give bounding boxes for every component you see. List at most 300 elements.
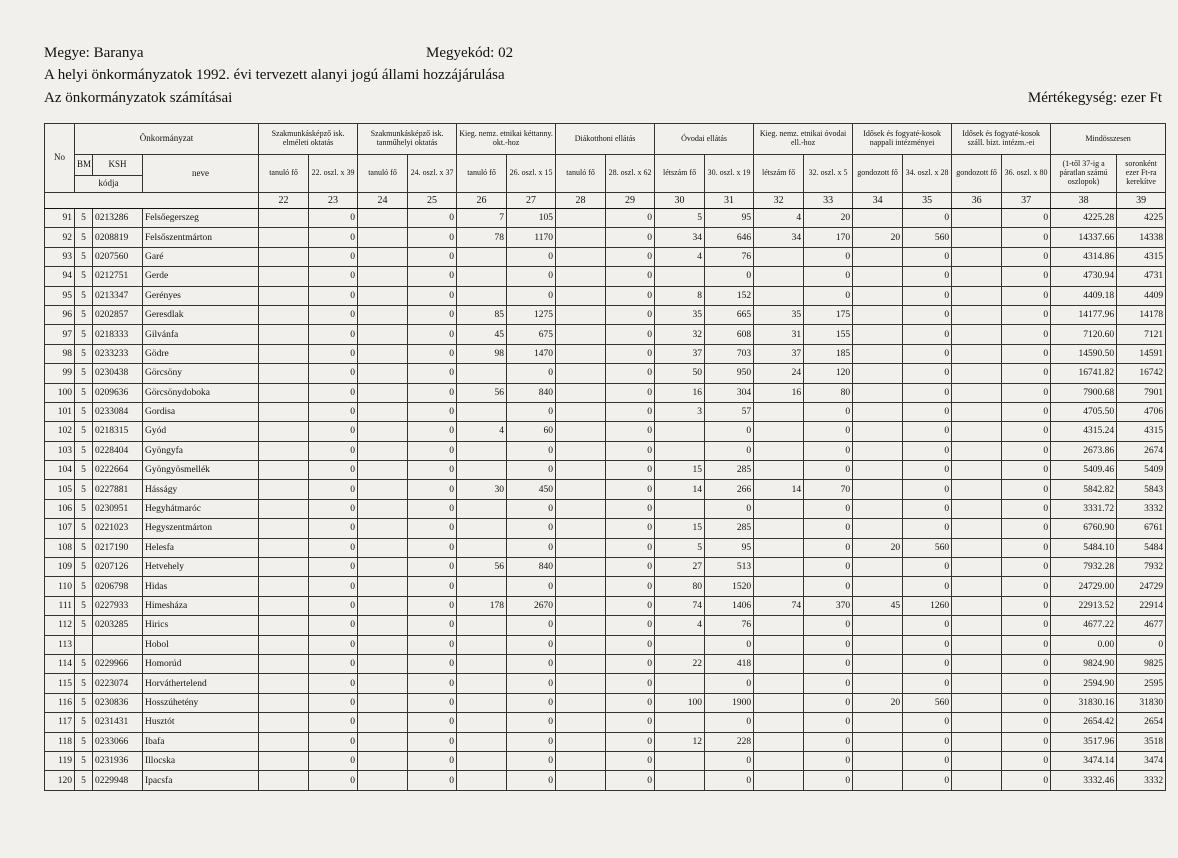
value-cell	[259, 693, 309, 712]
value-cell: 20	[804, 209, 853, 228]
value-cell: 0	[408, 538, 457, 557]
value-cell	[259, 616, 309, 635]
value-cell	[358, 713, 408, 732]
value-cell: 0	[903, 635, 952, 654]
bm-code: 5	[75, 209, 93, 228]
ksh-code: 0206798	[93, 577, 143, 596]
value-cell: 0	[1002, 383, 1051, 402]
county-code: Megyekód: 02	[426, 45, 514, 61]
table-row	[45, 325, 1166, 344]
value-cell: 0	[606, 693, 655, 712]
value-cell: 0	[1002, 364, 1051, 383]
value-cell: 0	[408, 441, 457, 460]
value-cell: 0	[309, 461, 358, 480]
value-cell: 14177.96	[1051, 305, 1117, 324]
value-cell	[853, 771, 903, 790]
value-cell: 0	[309, 751, 358, 770]
value-cell: 0	[606, 325, 655, 344]
value-cell	[556, 402, 606, 421]
value-cell	[655, 713, 705, 732]
municipality-name: Gyöngyösmellék	[143, 461, 259, 480]
value-cell: 0	[507, 577, 556, 596]
value-cell: 0	[606, 635, 655, 654]
value-cell: 0	[903, 732, 952, 751]
value-cell: 0	[804, 441, 853, 460]
value-cell: 0	[408, 693, 457, 712]
value-cell	[259, 558, 309, 577]
value-cell	[853, 364, 903, 383]
value-cell: 0	[606, 519, 655, 538]
value-cell	[952, 616, 1002, 635]
value-cell	[358, 751, 408, 770]
value-cell: 2670	[507, 596, 556, 615]
value-cell: 1275	[507, 305, 556, 324]
value-cell	[259, 209, 309, 228]
ksh-code: 0209636	[93, 383, 143, 402]
value-cell	[358, 616, 408, 635]
value-cell	[259, 499, 309, 518]
bm-code: 5	[75, 538, 93, 557]
value-cell: 5	[655, 538, 705, 557]
bm-code: 5	[75, 732, 93, 751]
row-no: 97	[45, 325, 75, 344]
value-cell: 4731	[1117, 267, 1166, 286]
value-cell: 16	[655, 383, 705, 402]
bm-code: 5	[75, 422, 93, 441]
value-cell: 675	[507, 325, 556, 344]
value-cell: 0	[1002, 228, 1051, 247]
value-cell: 0	[1002, 519, 1051, 538]
document-subtitle: Az önkormányzatok számításai	[44, 90, 233, 106]
header-group-5: Kieg. nemz. etnikai óvodai ell.-hoz	[754, 124, 853, 155]
value-cell: 37	[655, 344, 705, 363]
bm-code: 5	[75, 693, 93, 712]
value-cell: 76	[705, 616, 754, 635]
value-cell	[556, 616, 606, 635]
value-cell: 0	[903, 558, 952, 577]
value-cell: 0	[408, 344, 457, 363]
value-cell: 0	[408, 286, 457, 305]
value-cell	[556, 558, 606, 577]
value-cell: 24729.00	[1051, 577, 1117, 596]
value-cell: 0	[804, 247, 853, 266]
value-cell	[754, 635, 804, 654]
value-cell: 0	[1002, 751, 1051, 770]
value-cell: 0	[804, 693, 853, 712]
value-cell	[556, 461, 606, 480]
table-row	[45, 461, 1166, 480]
value-cell: 0	[309, 635, 358, 654]
value-cell	[457, 635, 507, 654]
value-cell	[457, 519, 507, 538]
value-cell	[358, 228, 408, 247]
header-group-8: Mindösszesen	[1051, 124, 1166, 155]
ksh-code: 0227933	[93, 596, 143, 615]
value-cell: 0	[606, 209, 655, 228]
value-cell: 0	[606, 732, 655, 751]
value-cell	[457, 771, 507, 790]
value-cell: 0	[507, 461, 556, 480]
value-cell: 4677.22	[1051, 616, 1117, 635]
value-cell: 0	[1002, 305, 1051, 324]
value-cell	[556, 674, 606, 693]
column-number: 23	[309, 193, 358, 209]
value-cell: 16741.82	[1051, 364, 1117, 383]
value-cell: 0	[507, 364, 556, 383]
value-cell: 14178	[1117, 305, 1166, 324]
value-cell	[358, 286, 408, 305]
value-cell: 0	[705, 499, 754, 518]
value-cell: 450	[507, 480, 556, 499]
value-cell: 0	[606, 228, 655, 247]
value-cell: 0	[408, 305, 457, 324]
value-cell: 0	[408, 364, 457, 383]
ksh-code: 0221023	[93, 519, 143, 538]
value-cell: 0	[507, 693, 556, 712]
value-cell: 0	[606, 461, 655, 480]
value-cell: 0	[705, 635, 754, 654]
value-cell	[952, 325, 1002, 344]
value-cell: 0	[1002, 713, 1051, 732]
value-cell: 4730.94	[1051, 267, 1117, 286]
value-cell	[259, 441, 309, 460]
value-cell	[556, 519, 606, 538]
value-cell: 0	[606, 344, 655, 363]
value-cell	[853, 209, 903, 228]
value-cell	[853, 461, 903, 480]
value-cell: 0	[606, 654, 655, 673]
municipality-name: Görcsönydoboka	[143, 383, 259, 402]
value-cell: 0	[903, 364, 952, 383]
value-cell: 0.00	[1051, 635, 1117, 654]
value-cell: 0	[408, 209, 457, 228]
header-group-7: Idősek és fogyaté-kosok száll. bizt. intézm.-ei	[952, 124, 1051, 155]
table-row	[45, 286, 1166, 305]
value-cell: 0	[606, 267, 655, 286]
value-cell	[853, 325, 903, 344]
value-cell: 0	[507, 402, 556, 421]
value-cell	[754, 616, 804, 635]
value-cell: 0	[1002, 654, 1051, 673]
header-group-4: Óvodai ellátás	[655, 124, 754, 155]
bm-code: 5	[75, 364, 93, 383]
bm-code: 5	[75, 771, 93, 790]
value-cell	[358, 693, 408, 712]
column-number: 30	[655, 193, 705, 209]
data-table	[44, 123, 1166, 791]
ksh-code: 0218333	[93, 325, 143, 344]
row-no: 93	[45, 247, 75, 266]
value-cell	[754, 577, 804, 596]
municipality-name: Horváthertelend	[143, 674, 259, 693]
value-cell	[556, 713, 606, 732]
value-cell: 105	[507, 209, 556, 228]
value-cell: 0	[1002, 267, 1051, 286]
header-sub-2: tanuló fő	[358, 155, 408, 193]
value-cell	[853, 519, 903, 538]
table-row	[45, 402, 1166, 421]
header-sub-17: soronként ezer Ft-ra kerekítve	[1117, 155, 1166, 193]
municipality-name: Hidas	[143, 577, 259, 596]
column-number: 31	[705, 193, 754, 209]
value-cell: 0	[606, 441, 655, 460]
value-cell	[457, 732, 507, 751]
row-no: 103	[45, 441, 75, 460]
value-cell	[358, 247, 408, 266]
value-cell: 175	[804, 305, 853, 324]
column-number: 32	[754, 193, 804, 209]
value-cell	[754, 499, 804, 518]
value-cell	[556, 364, 606, 383]
header-sub-16: (1-től 37-ig a páratlan számú oszlopok)	[1051, 155, 1117, 193]
value-cell: 0	[309, 616, 358, 635]
value-cell: 35	[754, 305, 804, 324]
value-cell: 0	[1002, 209, 1051, 228]
municipality-name: Ibafa	[143, 732, 259, 751]
value-cell: 7901	[1117, 383, 1166, 402]
value-cell: 0	[309, 209, 358, 228]
value-cell: 0	[408, 751, 457, 770]
value-cell: 0	[705, 267, 754, 286]
table-row	[45, 732, 1166, 751]
value-cell	[754, 674, 804, 693]
value-cell: 0	[606, 480, 655, 499]
bm-code: 5	[75, 286, 93, 305]
value-cell: 0	[804, 577, 853, 596]
value-cell	[358, 402, 408, 421]
value-cell: 0	[408, 247, 457, 266]
value-cell: 0	[1002, 441, 1051, 460]
value-cell: 0	[309, 538, 358, 557]
header-sub-6: tanuló fő	[556, 155, 606, 193]
value-cell: 0	[1002, 344, 1051, 363]
value-cell: 5842.82	[1051, 480, 1117, 499]
header-sub-0: tanuló fő	[259, 155, 309, 193]
value-cell	[655, 751, 705, 770]
value-cell: 5843	[1117, 480, 1166, 499]
value-cell: 0	[1002, 771, 1051, 790]
value-cell: 2674	[1117, 441, 1166, 460]
value-cell: 0	[903, 577, 952, 596]
header-sub-10: létszám fő	[754, 155, 804, 193]
value-cell: 0	[309, 364, 358, 383]
value-cell: 14338	[1117, 228, 1166, 247]
ksh-code: 0233084	[93, 402, 143, 421]
value-cell	[556, 286, 606, 305]
value-cell: 0	[804, 771, 853, 790]
value-cell: 7120.60	[1051, 325, 1117, 344]
row-no: 114	[45, 654, 75, 673]
value-cell: 0	[309, 286, 358, 305]
value-cell	[754, 461, 804, 480]
value-cell	[358, 305, 408, 324]
value-cell: 0	[606, 771, 655, 790]
value-cell	[754, 558, 804, 577]
value-cell: 266	[705, 480, 754, 499]
ksh-code: 0230951	[93, 499, 143, 518]
value-cell: 3332.46	[1051, 771, 1117, 790]
value-cell: 3331.72	[1051, 499, 1117, 518]
bm-code	[75, 635, 93, 654]
ksh-code: 0231431	[93, 713, 143, 732]
row-no: 95	[45, 286, 75, 305]
column-number: 22	[259, 193, 309, 209]
value-cell: 0	[507, 267, 556, 286]
value-cell: 0	[606, 286, 655, 305]
value-cell	[358, 635, 408, 654]
bm-code: 5	[75, 616, 93, 635]
value-cell	[556, 693, 606, 712]
header-sub-1: 22. oszl. x 39	[309, 155, 358, 193]
value-cell	[556, 732, 606, 751]
column-number: 33	[804, 193, 853, 209]
value-cell: 4	[754, 209, 804, 228]
row-no: 117	[45, 713, 75, 732]
value-cell: 418	[705, 654, 754, 673]
value-cell: 95	[705, 538, 754, 557]
value-cell: 0	[606, 247, 655, 266]
value-cell	[754, 732, 804, 751]
table-row	[45, 364, 1166, 383]
value-cell	[556, 422, 606, 441]
value-cell: 0	[903, 654, 952, 673]
value-cell: 60	[507, 422, 556, 441]
value-cell: 6760.90	[1051, 519, 1117, 538]
value-cell	[853, 402, 903, 421]
table-row	[45, 228, 1166, 247]
value-cell	[754, 247, 804, 266]
value-cell: 0	[804, 461, 853, 480]
value-cell	[853, 635, 903, 654]
table-row	[45, 499, 1166, 518]
county-label: Megye: Baranya	[44, 45, 144, 61]
value-cell: 0	[705, 751, 754, 770]
value-cell: 3332	[1117, 771, 1166, 790]
value-cell: 0	[606, 305, 655, 324]
value-cell	[556, 480, 606, 499]
value-cell	[358, 461, 408, 480]
value-cell	[259, 422, 309, 441]
value-cell: 0	[408, 383, 457, 402]
value-cell: 5	[655, 209, 705, 228]
bm-code: 5	[75, 674, 93, 693]
value-cell: 0	[507, 499, 556, 518]
ksh-code	[93, 635, 143, 654]
header-sub-15: 36. oszl. x 80	[1002, 155, 1051, 193]
header-sub-9: 30. oszl. x 19	[705, 155, 754, 193]
value-cell	[754, 713, 804, 732]
header-sub-3: 24. oszl. x 37	[408, 155, 457, 193]
ksh-code: 0227881	[93, 480, 143, 499]
value-cell: 0	[507, 286, 556, 305]
value-cell	[754, 771, 804, 790]
value-cell	[655, 267, 705, 286]
value-cell	[259, 771, 309, 790]
ksh-code: 0222664	[93, 461, 143, 480]
ksh-code: 0207126	[93, 558, 143, 577]
value-cell: 6761	[1117, 519, 1166, 538]
value-cell: 0	[408, 422, 457, 441]
value-cell	[457, 267, 507, 286]
value-cell: 0	[804, 422, 853, 441]
ksh-code: 0207560	[93, 247, 143, 266]
value-cell	[952, 674, 1002, 693]
value-cell: 9825	[1117, 654, 1166, 673]
value-cell: 85	[457, 305, 507, 324]
value-cell: 0	[507, 771, 556, 790]
value-cell: 31830.16	[1051, 693, 1117, 712]
value-cell: 0	[804, 267, 853, 286]
value-cell	[952, 247, 1002, 266]
value-cell: 34	[754, 228, 804, 247]
value-cell: 0	[1002, 538, 1051, 557]
value-cell: 646	[705, 228, 754, 247]
municipality-name: Hosszúhetény	[143, 693, 259, 712]
bm-code: 5	[75, 713, 93, 732]
value-cell	[853, 577, 903, 596]
value-cell	[556, 305, 606, 324]
value-cell: 0	[1002, 247, 1051, 266]
value-cell	[358, 538, 408, 557]
value-cell	[556, 344, 606, 363]
value-cell: 0	[705, 674, 754, 693]
municipality-name: Felsőegerszeg	[143, 209, 259, 228]
value-cell	[853, 499, 903, 518]
value-cell: 95	[705, 209, 754, 228]
value-cell	[358, 325, 408, 344]
table-row	[45, 654, 1166, 673]
value-cell: 4677	[1117, 616, 1166, 635]
value-cell: 24729	[1117, 577, 1166, 596]
value-cell: 80	[655, 577, 705, 596]
value-cell: 0	[408, 674, 457, 693]
value-cell	[853, 616, 903, 635]
value-cell: 0	[606, 674, 655, 693]
value-cell	[556, 577, 606, 596]
unit-label: Mértékegység: ezer Ft	[1027, 90, 1162, 106]
value-cell: 34	[655, 228, 705, 247]
value-cell: 0	[309, 422, 358, 441]
value-cell	[259, 635, 309, 654]
value-cell: 0	[903, 247, 952, 266]
value-cell	[259, 713, 309, 732]
value-cell: 0	[309, 674, 358, 693]
value-cell	[358, 577, 408, 596]
value-cell	[952, 693, 1002, 712]
value-cell	[754, 538, 804, 557]
value-cell: 0	[1002, 674, 1051, 693]
value-cell	[952, 422, 1002, 441]
value-cell: 0	[309, 693, 358, 712]
value-cell: 1900	[705, 693, 754, 712]
value-cell	[457, 402, 507, 421]
municipality-name: Görcsöny	[143, 364, 259, 383]
municipality-name: Gyöngyfa	[143, 441, 259, 460]
value-cell: 31	[754, 325, 804, 344]
value-cell: 0	[903, 325, 952, 344]
value-cell: 0	[606, 596, 655, 615]
value-cell: 0	[507, 538, 556, 557]
value-cell: 4706	[1117, 402, 1166, 421]
value-cell: 0	[309, 480, 358, 499]
value-cell: 228	[705, 732, 754, 751]
value-cell	[358, 383, 408, 402]
value-cell	[655, 771, 705, 790]
value-cell	[358, 267, 408, 286]
value-cell: 14591	[1117, 344, 1166, 363]
value-cell: 0	[903, 209, 952, 228]
bm-code: 5	[75, 596, 93, 615]
